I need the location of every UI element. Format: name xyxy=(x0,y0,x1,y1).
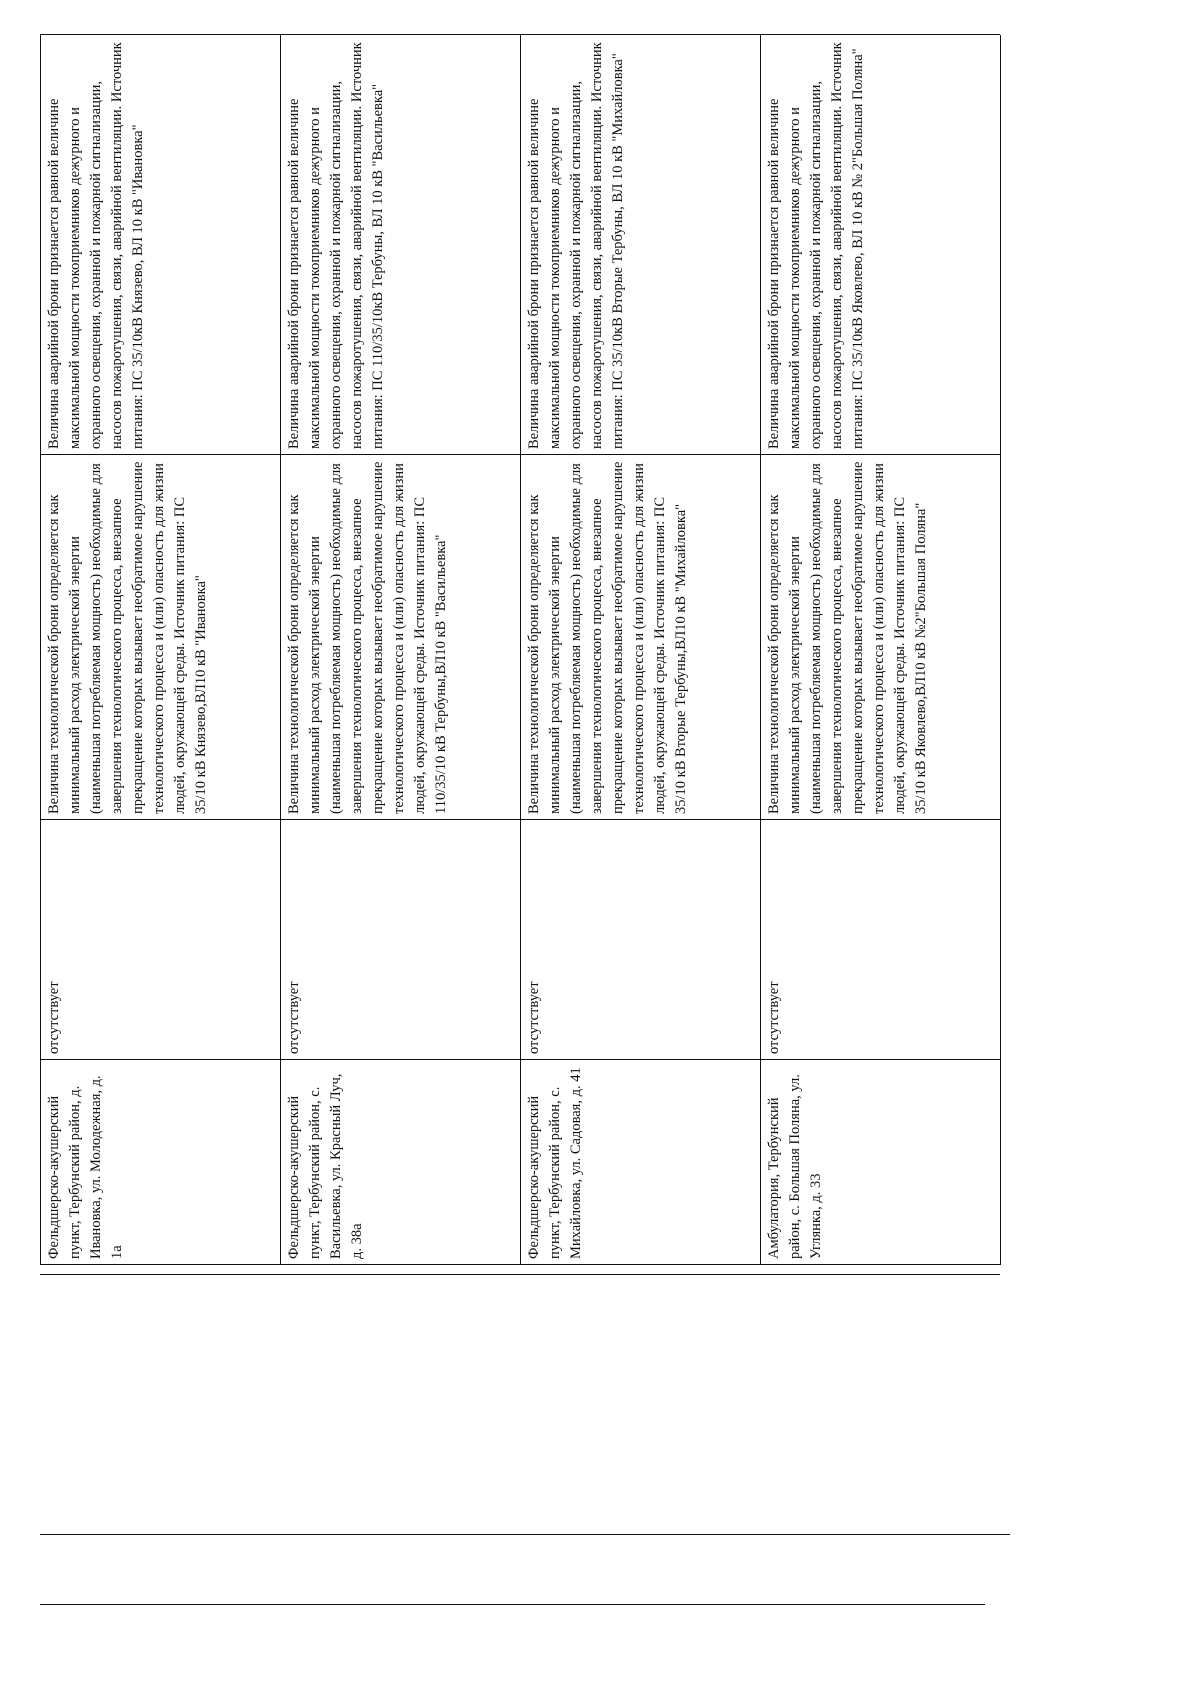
cell-emergency-reserve-1: Величина аварийной брони признается равной величине максимальной мощности токоприемников дежурного и охранного освещения, охранной и пожарной сигнализации, насосов пожаротушения, связи, аварийной вентиляции. Источник питания: ПС 35/10кВ Князево, ВЛ 10 кВ "Ивановка" xyxy=(46,42,146,449)
cell-tech-reserve-4: Величина технологической брони определяется как минимальный расход электрической энергии (наименьшая потребляемая мощность) необходимые для завершения технологического процесса, внезапное прекращение которых вызывает необратимое нарушение технологического процесса и (или) опасность для жизни людей, окружающей среды. Источник питания: ПС 35/10 кВ Яковлево,ВЛ10 кВ №2"Большая Поляна" xyxy=(766,461,929,814)
row-divider-4 xyxy=(1000,35,1001,1265)
cell-emergency-reserve-4: Величина аварийной брони признается равной величине максимальной мощности токоприемников дежурного и охранного освещения, охранной и пожарной сигнализации, насосов пожаротушения, связи, аварийной вентиляции. Источник питания: ПС 35/10кВ Яковлево, ВЛ 10 кВ № 2"Большая Поляна" xyxy=(766,42,866,449)
cell-tech-reserve-3: Величина технологической брони определяется как минимальный расход электрической энергии (наименьшая потребляемая мощность) необходимые для завершения технологического процесса, внезапное прекращение которых вызывает необратимое нарушение технологического процесса и (или) опасность для жизни людей, окружающей среды. Источник питания: ПС 35/10 кВ Вторые Тербуны,ВЛ10 кВ "Михайловка" xyxy=(526,461,689,814)
margin-line-1 xyxy=(40,1604,985,1605)
cell-facility-4: Амбулатория, Тербунский район, с. Большая Поляна, ул. Углянка, д. 33 xyxy=(766,1074,824,1259)
margin-line-3 xyxy=(40,1274,1000,1275)
cell-facility-1: Фельдшерско-акушерский пункт, Тербунский район, д. Ивановка, ул. Молодежная, д. 1а xyxy=(46,1075,125,1259)
margin-line-2 xyxy=(40,1534,1010,1535)
rotated-table-sheet xyxy=(40,35,1020,1625)
cell-emergency-reserve-3: Величина аварийной брони признается равной величине максимальной мощности токоприемников дежурного и охранного освещения, охранной и пожарной сигнализации, насосов пожаротушения, связи, аварийной вентиляции. Источник питания: ПС 35/10кВ Вторые Тербуны, ВЛ 10 кВ "Михайловка" xyxy=(526,42,626,449)
cell-generator-3: отсутствует xyxy=(526,981,542,1054)
cell-tech-reserve-1: Величина технологической брони определяется как минимальный расход электрической энергии (наименьшая потребляемая мощность) необходимые для завершения технологического процесса, внезапное прекращение которых вызывает необратимое нарушение технологического процесса и (или) опасность для жизни людей, окружающей среды. Источник питания: ПС 35/10 кВ Князево,ВЛ10 кВ "Ивановка" xyxy=(46,461,209,814)
cell-facility-2: Фельдшерско-акушерский пункт, Тербунский район, с. Васильевка, ул. Красный Луч, д. 38а xyxy=(286,1073,365,1259)
cell-facility-3: Фельдшерско-акушерский пункт, Тербунский район, с. Михайловка, ул. Садовая, д. 41 xyxy=(526,1067,584,1259)
cell-generator-2: отсутствует xyxy=(286,981,302,1054)
cell-tech-reserve-2: Величина технологической брони определяется как минимальный расход электрической энергии (наименьшая потребляемая мощность) необходимые для завершения технологического процесса, внезапное прекращение которых вызывает необратимое нарушение технологического процесса и (или) опасность для жизни людей, окружающей среды. Источник питания: ПС 110/35/10 кВ Тербуны,ВЛ10 кВ "Васильевка" xyxy=(286,461,449,814)
cell-emergency-reserve-2: Величина аварийной брони признается равной величине максимальной мощности токоприемников дежурного и охранного освещения, охранной и пожарной сигнализации, насосов пожаротушения, связи, аварийной вентиляции. Источник питания: ПС 110/35/10кВ Тербуны, ВЛ 10 кВ "Васильевка" xyxy=(286,42,386,449)
cell-generator-4: отсутствует xyxy=(766,981,782,1054)
cell-generator-1: отсутствует xyxy=(46,981,62,1054)
